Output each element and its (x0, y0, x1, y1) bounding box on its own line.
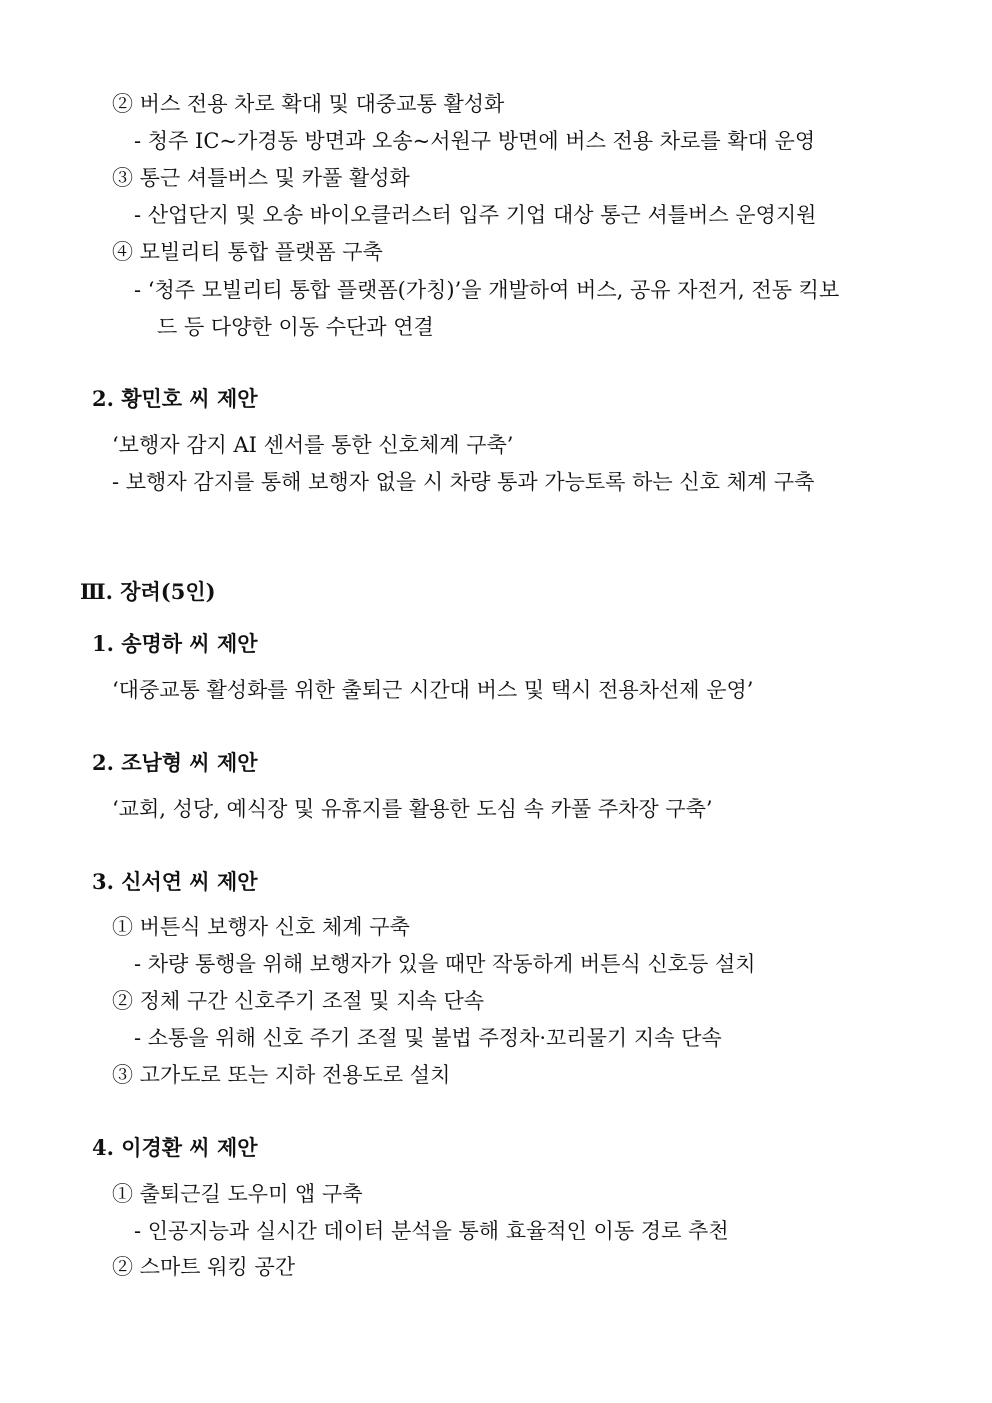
list-item-detail: - 차량 통행을 위해 보행자가 있을 때만 작동하게 버튼식 신호등 설치 (134, 952, 756, 976)
proposal-heading: 2. 조남형 씨 제안 (92, 750, 258, 775)
proposal-quote: ‘대중교통 활성화를 위한 출퇴근 시간대 버스 및 택시 전용차선제 운영’ (112, 678, 754, 702)
list-item: ③ 고가도로 또는 지하 전용도로 설치 (112, 1063, 451, 1087)
list-item: ① 출퇴근길 도우미 앱 구축 (112, 1182, 363, 1206)
item-bus-lane: ② 버스 전용 차로 확대 및 대중교통 활성화 (112, 92, 505, 116)
list-item-detail: - 소통을 위해 신호 주기 조절 및 불법 주정차·꼬리물기 지속 단속 (134, 1026, 722, 1050)
list-item: ① 버튼식 보행자 신호 체계 구축 (112, 915, 410, 939)
proposal-heading: 1. 송명하 씨 제안 (92, 631, 258, 656)
proposal-detail: - 보행자 감지를 통해 보행자 없을 시 차량 통과 가능토록 하는 신호 체계 구축 (112, 470, 815, 494)
list-item-detail: - 인공지능과 실시간 데이터 분석을 통해 효율적인 이동 경로 추천 (134, 1219, 729, 1243)
proposal-quote: ‘교회, 성당, 예식장 및 유휴지를 활용한 도심 속 카풀 주차장 구축’ (112, 797, 713, 821)
list-item: ② 스마트 워킹 공간 (112, 1255, 296, 1279)
item-shuttle: ③ 통근 셔틀버스 및 카풀 활성화 (112, 166, 410, 190)
item-bus-lane-detail: - 청주 IC~가경동 방면과 오송~서원구 방면에 버스 전용 차로를 확대 운영 (134, 129, 816, 153)
item-mobility-detail: - ‘청주 모빌리티 통합 플랫폼(가칭)’을 개발하여 버스, 공유 자전거, 전동 킥보 (134, 278, 840, 302)
item-mobility-platform: ④ 모빌리티 통합 플랫폼 구축 (112, 240, 383, 264)
proposal-heading: 4. 이경환 씨 제안 (92, 1135, 258, 1160)
list-item: ② 정체 구간 신호주기 조절 및 지속 단속 (112, 989, 485, 1013)
item-shuttle-detail: - 산업단지 및 오송 바이오클러스터 입주 기업 대상 통근 셔틀버스 운영지원 (134, 203, 817, 227)
section-title: Ⅲ. 장려(5인) (80, 579, 216, 604)
item-mobility-detail-cont: 드 등 다양한 이동 수단과 연결 (157, 315, 434, 339)
proposal-heading: 3. 신서연 씨 제안 (92, 869, 258, 894)
proposal-quote: ‘보행자 감지 AI 센서를 통한 신호체계 구축’ (112, 433, 514, 457)
proposal-heading: 2. 황민호 씨 제안 (92, 386, 258, 411)
